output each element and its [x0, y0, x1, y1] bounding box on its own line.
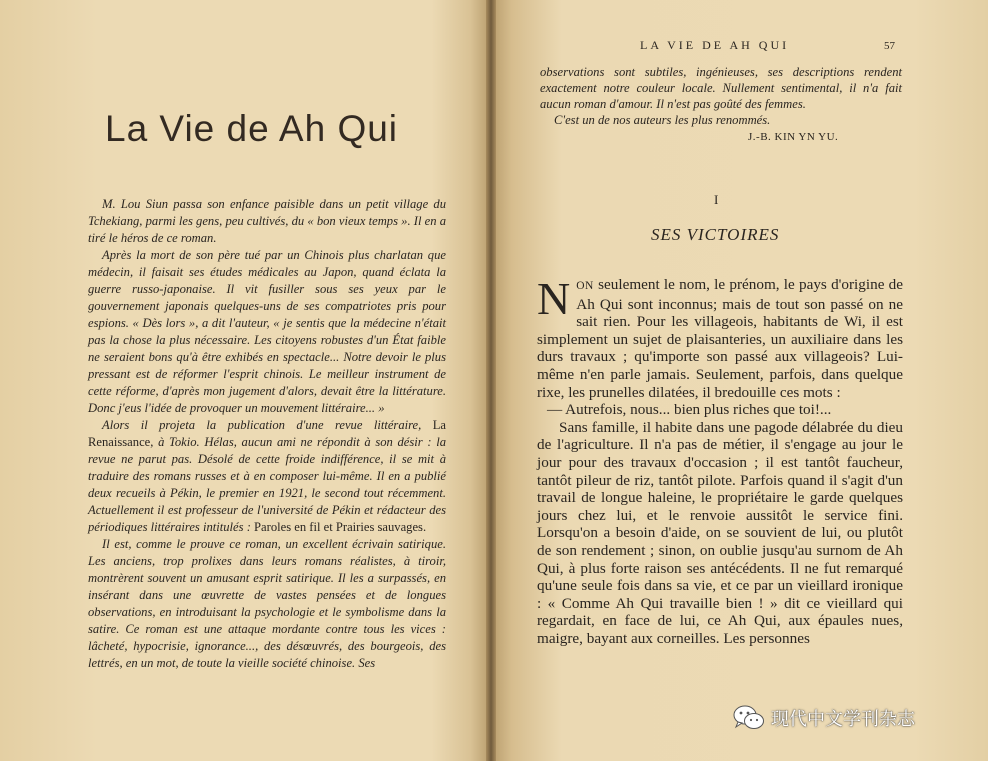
page-title: La Vie de Ah Qui	[105, 108, 399, 149]
book-spine	[486, 0, 496, 761]
intro-continued-line: C'est un de nos auteurs les plus renommés.	[554, 113, 771, 127]
watermark-text: 现代中文学刊杂志	[771, 709, 915, 730]
intro-paragraph-lead: Alors il projeta la publication d'une revue littéraire,	[102, 418, 422, 432]
intro-paragraph: M. Lou Siun passa son enfance paisible dans un petit village du Tchekiang, parmi les gens, peu cultivés, du « bon vieux temps ». Il en a tiré le héros de ce roman.	[88, 197, 446, 245]
intro-paragraph	[88, 417, 446, 536]
intro-continued-line: observations sont subtiles, ingénieuses, ses descriptions rendent exactement notre couleur locale. Nullement sentimental, il n'a fait aucun roman d'amour. Il n'est pas goûté des femmes.	[540, 65, 902, 111]
intro-paragraph: Il est, comme le prouve ce roman, un excellent écrivain satirique. Les anciens, trop prolixes dans leurs romans réalistes, à tiroir, montrèrent souvent un amusant esprit satirique. Il les a surpassés, en insérant dans une œuvrette de vastes pensées et de longues observations, en introduisant la psychologie et le symbolisme dans la satire. Ce roman est une attaque mordante contre tous les vices : lâcheté, hypocrisie, ignorance..., des désœuvrés, des bourgeois, des lettrés, en un mot, de toute la vieille société chinoise. Ses	[88, 537, 446, 670]
opening-text: seulement le nom, le prénom, le pays d'origine de Ah Qui sont inconnus; mais de tout son passé on ne sait rien. Pour les villageois, habitants de Wi, il est simplement un sujet de plaisanteries, un auxiliaire dans les durs travaux ; qu'importe son passé aux villageois? Lui-même n'en parle jamais. Seulement, parfois, dans quelque rixe, les prunelles dilatées, il bredouille ces mots :	[537, 276, 904, 401]
drop-cap: N	[537, 273, 571, 324]
periodical-titles: Paroles en fil et Prairies sauvages.	[254, 520, 427, 534]
chapter-body	[537, 273, 904, 647]
chapter-numeral: I	[714, 192, 719, 207]
dialogue-line: — Autrefois, nous... bien plus riches que toi!...	[547, 401, 832, 419]
chapter-title: SES VICTOIRES	[651, 225, 780, 244]
drop-cap-rest: ON	[576, 280, 594, 292]
wechat-icon	[733, 704, 765, 732]
introduction-continued	[540, 64, 902, 128]
opening-paragraph	[537, 273, 904, 401]
watermark	[733, 700, 915, 736]
introduction-text	[88, 196, 446, 672]
page-number: 57	[884, 40, 895, 52]
intro-paragraph: Après la mort de son père tué par un Chinois plus charlatan que médecin, il faisait ses études médicales au Japon, quand éclata la guerre russo-japonaise. Il vit fusiller sous ses yeux par le gouvernement japonais quelques-uns de ses compatriotes pris pour espions. « Dès lors », a dit l'auteur, « je sentis que la médecine n'était pas la chose la plus nécessaire. Les citoyens robustes d'un État faible ne seraient bons qu'à être exhibés en spectacle... Notre devoir le plus pressant est de réformer l'esprit chinois. Le meilleur instrument de cette réforme, d'après mon jugement d'alors, devait être la littérature. Donc j'eus l'idée de provoquer un mouvement littéraire... »	[88, 248, 446, 415]
running-head: LA VIE DE AH QUI	[640, 38, 790, 52]
translator-signature: J.-B. KIN YN YU.	[748, 131, 839, 143]
revue-title: La Renaissance,	[88, 418, 446, 449]
body-paragraph: Sans famille, il habite dans une pagode délabrée du dieu de l'agriculture. Il n'a pas de métier, il s'engage au jour le jour pour des travaux d'occasion ; il est tantôt faucheur, tantôt pileur de riz, tantôt pilote. Parfois quand il s'agit d'un travail de longue haleine, le propriétaire le garde quelques jours chez lui, et le renvoie aussitôt le service fini. Lorsqu'on a besoin d'aide, on se souvient de lui, ou plutôt de son rendement ; sinon, on oublie jusqu'au surnom de Ah Qui, à plus forte raison ses antécédents. Il ne fut remarqué qu'une seule fois dans sa vie, et ce par un vieillard ironique : « Comme Ah Qui travaille bien ! » dit ce vieillard qui regardait, en face de lui, ce Ah Qui, aux épaules nues, maigre, bayant aux corneilles. Les personnes	[537, 418, 903, 647]
intro-paragraph-body: à Tokio. Hélas, aucun ami ne répondit à son désir : la revue ne parut pas. Désolé de cette froide indifférence, il se mit à traduire des romans russes et à en composer lui-même. Il en a publié deux recueils à Pékin, le premier en 1921, le second tout récemment. Actuellement il est professeur de l'université de Pékin et rédacteur des périodiques littéraires intitulés :	[88, 435, 446, 534]
